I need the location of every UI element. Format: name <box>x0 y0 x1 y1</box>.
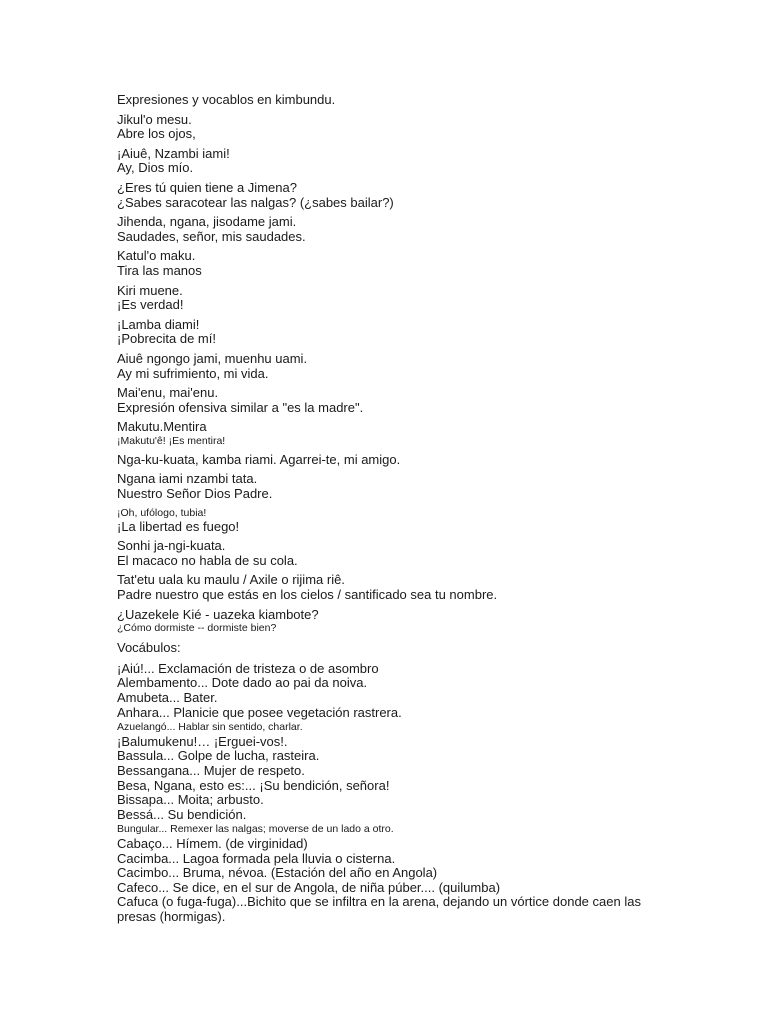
vocab-entry: Besa, Ngana, esto es:... ¡Su bendición, señora! <box>117 777 390 793</box>
expression-line: ¿Uazekele Kié - uazeka kiambote? <box>117 606 319 622</box>
vocab-entry: Cacimbo... Bruma, névoa. (Estación del año en Angola) <box>117 865 438 881</box>
expression-block <box>117 608 657 636</box>
vocab-entry: Bissapa... Moita; arbusto. <box>117 792 264 808</box>
expression-line: Abre los ojos, <box>117 126 196 142</box>
expression-line: ¡Aiuê, Nzambi iami! <box>117 145 230 161</box>
expression-line: Padre nuestro que estás en los cielos / santificado sea tu nombre. <box>117 587 498 603</box>
expression-line: Jihenda, ngana, jisodame jami. <box>117 214 297 230</box>
expression-line: Saudades, señor, mis saudades. <box>117 228 306 244</box>
vocab-list <box>117 662 657 925</box>
vocab-entry: ¡Aiú!... Exclamación de tristeza o de asombro <box>117 660 379 676</box>
expression-line: ¿Sabes saracotear las nalgas? (¿sabes bailar?) <box>117 194 394 210</box>
expression-line: ¡La libertad es fuego! <box>117 518 240 534</box>
vocab-entry: Bessá... Su bendición. <box>117 806 247 822</box>
expression-block <box>117 284 657 313</box>
expression-line: ¿Cómo dormiste -- dormiste bien? <box>117 622 277 635</box>
expressions-list <box>117 113 657 636</box>
expression-line: Nuestro Señor Dios Padre. <box>117 486 273 502</box>
expression-line: Aiuê ngongo jami, muenhu uami. <box>117 350 308 366</box>
vocab-entry: Alembamento... Dote dado ao pai da noiva. <box>117 675 368 691</box>
expression-line: El macaco no habla de su cola. <box>117 552 298 568</box>
document-body <box>117 93 657 925</box>
expression-line: ¡Lamba diami! <box>117 316 200 332</box>
expression-line: Tira las manos <box>117 262 202 278</box>
expression-block <box>117 573 657 602</box>
expression-line: ¿Eres tú quien tiene a Jimena? <box>117 179 297 195</box>
expression-line: Jikul'o mesu. <box>117 111 192 127</box>
expression-block <box>117 539 657 568</box>
expression-line: Tat'etu uala ku maulu / Axile o rijima riê. <box>117 572 345 588</box>
expression-block <box>117 472 657 501</box>
expression-block <box>117 386 657 415</box>
vocab-entry: Bessangana... Mujer de respeto. <box>117 762 305 778</box>
expression-line: Ay mi sufrimiento, mi vida. <box>117 365 269 381</box>
expression-block <box>117 215 657 244</box>
vocab-entry: Anhara... Planicie que posee vegetación rastrera. <box>117 704 402 720</box>
expression-block <box>117 352 657 381</box>
expression-block <box>117 113 657 142</box>
vocab-entry: ¡Balumukenu!… ¡Erguei-vos!. <box>117 733 288 749</box>
vocab-entry: Cabaço... Hímem. (de virginidad) <box>117 835 308 851</box>
expression-line: Katul'o maku. <box>117 248 196 264</box>
vocab-entry: Bungular... Remexer las nalgas; moverse de un lado a otro. <box>117 823 394 836</box>
expression-line: Sonhi ja-ngi-kuata. <box>117 538 226 554</box>
document-title: Expresiones y vocablos en kimbundu. <box>117 92 336 107</box>
vocab-entry: Cafeco... Se dice, en el sur de Angola, de niña púber.... (quilumba) <box>117 879 501 895</box>
expression-block <box>117 249 657 278</box>
expression-line: Kiri muene. <box>117 282 183 298</box>
vocab-entry: Bassula... Golpe de lucha, rasteira. <box>117 748 320 764</box>
expression-block <box>117 318 657 347</box>
expression-line: ¡Oh, ufólogo, tubia! <box>117 506 207 519</box>
expression-block <box>117 453 657 468</box>
vocab-entry: Cacimba... Lagoa formada pela lluvia o cisterna. <box>117 850 396 866</box>
expression-block <box>117 181 657 210</box>
vocab-entry: Cafuca (o fuga-fuga)...Bichito que se infiltra en la arena, dejando un vórtice donde caen las presas (hormigas). <box>117 894 641 924</box>
expression-line: Expresión ofensiva similar a "es la madre". <box>117 399 364 415</box>
expression-line: ¡Es verdad! <box>117 297 184 313</box>
expression-line: Nga-ku-kuata, kamba riami. Agarrei-te, mi amigo. <box>117 451 401 467</box>
vocab-entry: Azuelangó... Hablar sin sentido, charlar. <box>117 721 303 734</box>
expression-line: Makutu.Mentira <box>117 419 207 435</box>
expression-line: Ngana iami nzambi tata. <box>117 471 258 487</box>
expression-line: Mai'enu, mai'enu. <box>117 385 219 401</box>
vocab-heading: Vocábulos: <box>117 640 181 656</box>
vocab-entry: Amubeta... Bater. <box>117 690 218 705</box>
expression-block <box>117 420 657 448</box>
expression-line: Ay, Dios mío. <box>117 160 194 176</box>
expression-line: ¡Makutu'ê! ¡Es mentira! <box>117 434 226 447</box>
expression-line: ¡Pobrecita de mí! <box>117 331 216 347</box>
expression-block <box>117 507 657 535</box>
expression-block <box>117 147 657 176</box>
